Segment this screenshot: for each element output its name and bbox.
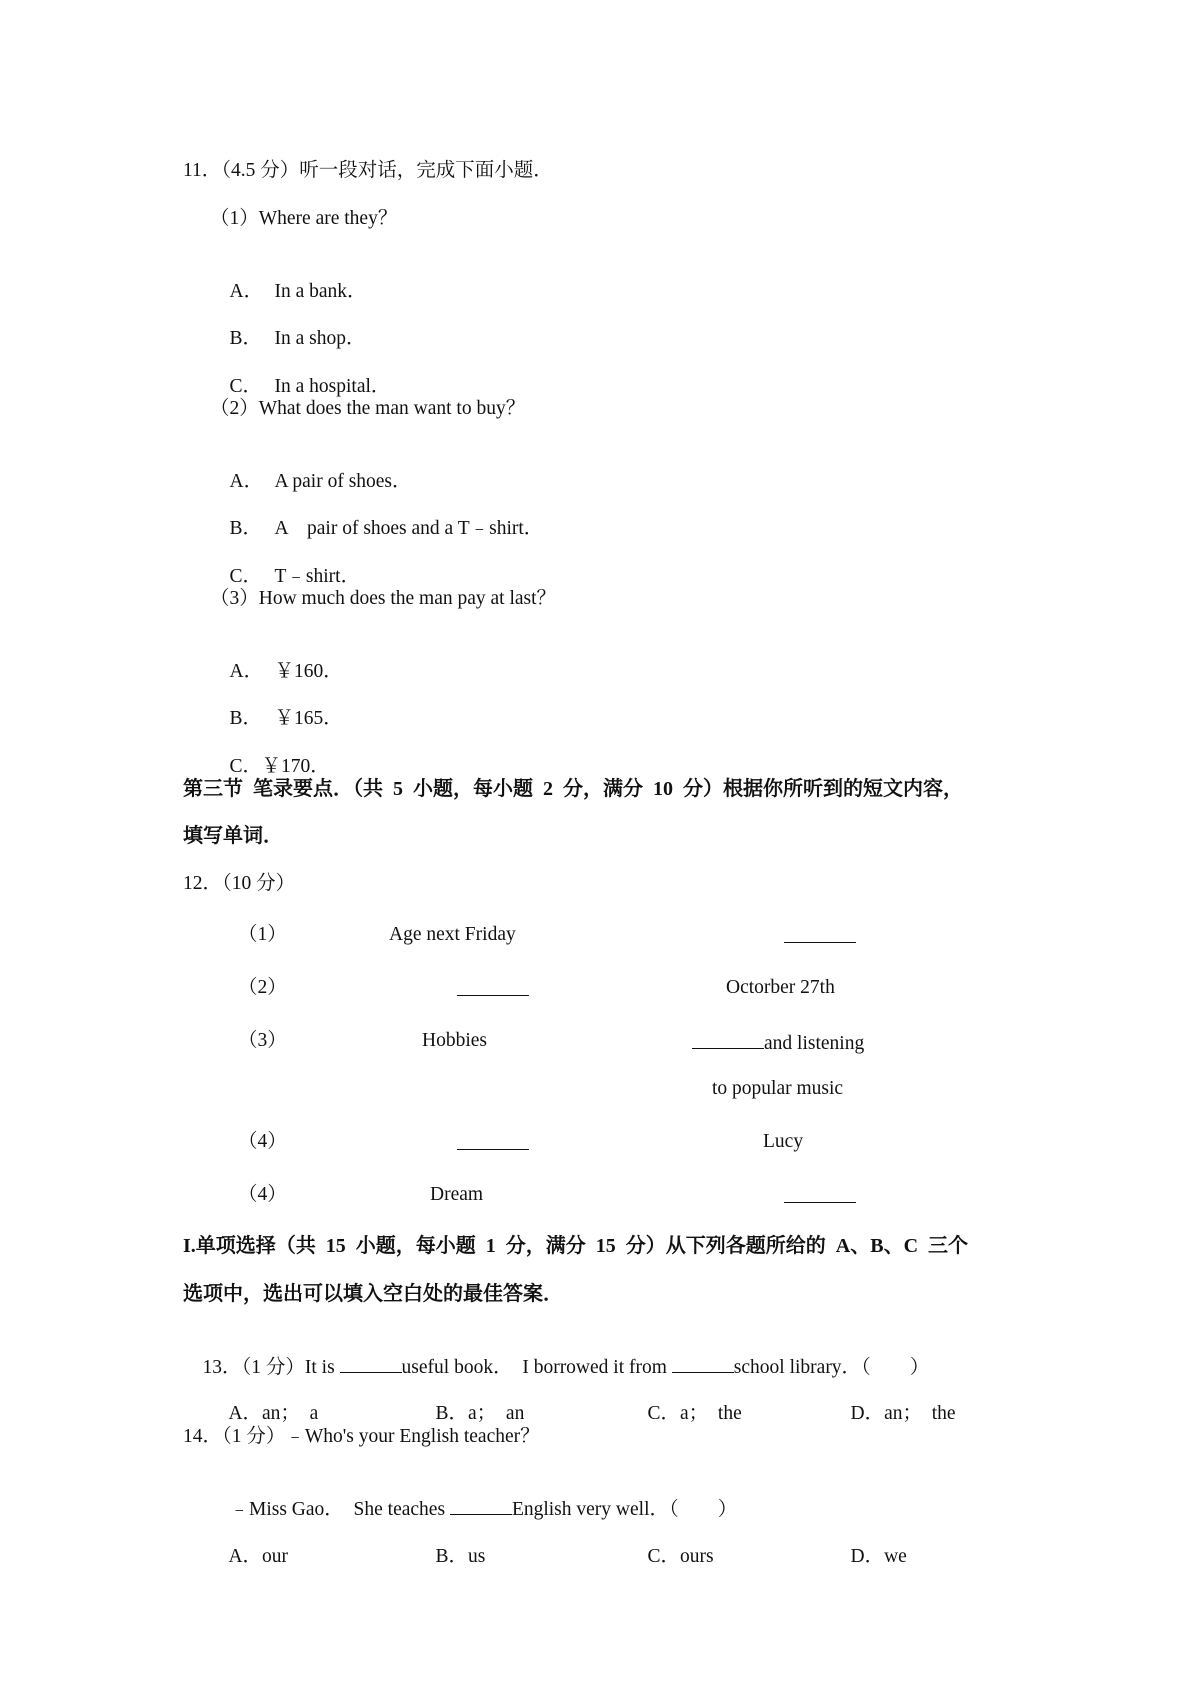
q14-option-c[interactable] bbox=[628, 1519, 714, 1595]
q12-row-1-label: Age next Friday bbox=[389, 924, 516, 945]
option-text: our bbox=[262, 1546, 289, 1568]
option-letter: C． bbox=[229, 566, 263, 588]
q11-sub1-question: （1）Where are they？ bbox=[210, 208, 398, 229]
q12-row-3-value bbox=[692, 1028, 864, 1056]
option-text: ￥170． bbox=[261, 756, 330, 778]
option-letter: C． bbox=[229, 756, 263, 778]
q14-option-b[interactable] bbox=[416, 1519, 485, 1595]
q14-stem-line1: 14．（1 分）﹣Who's your English teacher？ bbox=[183, 1426, 540, 1447]
q12-row-1-blank[interactable] bbox=[784, 922, 856, 950]
q14-line2-prefix: ﹣Miss Gao． She teaches bbox=[229, 1499, 450, 1521]
q12-row-4-number: （4） bbox=[238, 1131, 287, 1152]
q13-prefix: 13．（1 分）It is bbox=[202, 1357, 340, 1379]
option-text: an； a bbox=[262, 1403, 319, 1425]
option-letter: B． bbox=[435, 1403, 469, 1425]
option-letter: A． bbox=[229, 661, 264, 683]
option-text: a； the bbox=[680, 1403, 742, 1425]
option-text: ours bbox=[680, 1546, 714, 1568]
q12-row-3-value-text: and listening bbox=[764, 1033, 865, 1054]
option-text: T﹣shirt． bbox=[274, 566, 361, 588]
q12-row-5-blank[interactable] bbox=[784, 1182, 856, 1210]
option-letter: C． bbox=[647, 1403, 681, 1425]
option-letter: B． bbox=[229, 708, 263, 730]
section3-instructions-line2: 填写单词． bbox=[183, 825, 283, 847]
option-letter: C． bbox=[229, 376, 263, 398]
option-letter: A． bbox=[228, 1403, 263, 1425]
q14-line2-suffix: English very well．（ ） bbox=[511, 1499, 738, 1521]
option-text: In a hospital． bbox=[274, 376, 391, 398]
section3-instructions-line1: 第三节 笔录要点．（共 5 小题，每小题 2 分，满分 10 分）根据你所听到的短文内容， bbox=[183, 778, 963, 800]
q12-row-2-number: （2） bbox=[238, 977, 287, 998]
q12-row-4-value: Lucy bbox=[763, 1131, 804, 1152]
option-text: ￥160． bbox=[274, 661, 343, 683]
option-letter: A． bbox=[229, 471, 264, 493]
option-text: A pair of shoes and a T﹣shirt． bbox=[274, 518, 544, 540]
option-letter: B． bbox=[229, 518, 263, 540]
q14-blank[interactable] bbox=[450, 1496, 512, 1515]
option-text: we bbox=[884, 1546, 907, 1568]
q11-header: 11．（4.5 分）听一段对话，完成下面小题． bbox=[183, 160, 553, 181]
q13-mid: useful book． I borrowed it from bbox=[401, 1357, 672, 1379]
sectionI-instructions-line1: I.单项选择（共 15 小题，每小题 1 分，满分 15 分）从下列各题所给的 A、B、C 三个 bbox=[183, 1235, 969, 1257]
q12-row-3-value-line2: to popular music bbox=[712, 1078, 844, 1099]
q12-row-2-value: Octorber 27th bbox=[726, 977, 835, 998]
option-text: In a bank． bbox=[274, 281, 367, 303]
option-letter: A． bbox=[228, 1546, 263, 1568]
option-letter: B． bbox=[435, 1546, 469, 1568]
option-text: an； the bbox=[884, 1403, 956, 1425]
q12-row-3-label: Hobbies bbox=[422, 1030, 487, 1051]
q12-row-1-number: （1） bbox=[238, 924, 287, 945]
q13-suffix: school library．（ ） bbox=[733, 1357, 930, 1379]
q12-row-4-blank[interactable] bbox=[457, 1129, 529, 1157]
q12-row-3-blank[interactable] bbox=[692, 1028, 764, 1049]
option-letter: B． bbox=[229, 328, 263, 350]
option-letter: D． bbox=[850, 1546, 885, 1568]
option-text: ￥165． bbox=[274, 708, 343, 730]
option-text: In a shop． bbox=[274, 328, 366, 350]
option-letter: C． bbox=[647, 1546, 681, 1568]
q12-header: 12．（10 分） bbox=[183, 873, 296, 894]
q12-row-5-number: （4） bbox=[238, 1184, 287, 1205]
q11-sub2-question: （2）What does the man want to buy？ bbox=[210, 398, 526, 419]
option-text: a； an bbox=[468, 1403, 525, 1425]
option-letter: D． bbox=[850, 1403, 885, 1425]
q13-blank-2[interactable] bbox=[672, 1354, 734, 1373]
option-letter: A． bbox=[229, 281, 264, 303]
q11-sub3-question: （3）How much does the man pay at last？ bbox=[210, 588, 557, 609]
q13-blank-1[interactable] bbox=[340, 1354, 402, 1373]
q14-option-a[interactable] bbox=[210, 1519, 288, 1595]
q12-row-2-blank[interactable] bbox=[457, 975, 529, 1003]
q13-option-c[interactable] bbox=[628, 1376, 742, 1452]
q13-option-d[interactable] bbox=[831, 1376, 956, 1452]
q12-row-3-number: （3） bbox=[238, 1030, 287, 1051]
q14-option-d[interactable] bbox=[831, 1519, 907, 1595]
q12-row-5-label: Dream bbox=[430, 1184, 484, 1205]
option-text: A pair of shoes． bbox=[274, 471, 412, 493]
sectionI-instructions-line2: 选项中，选出可以填入空白处的最佳答案． bbox=[183, 1283, 563, 1305]
option-text: us bbox=[468, 1546, 486, 1568]
